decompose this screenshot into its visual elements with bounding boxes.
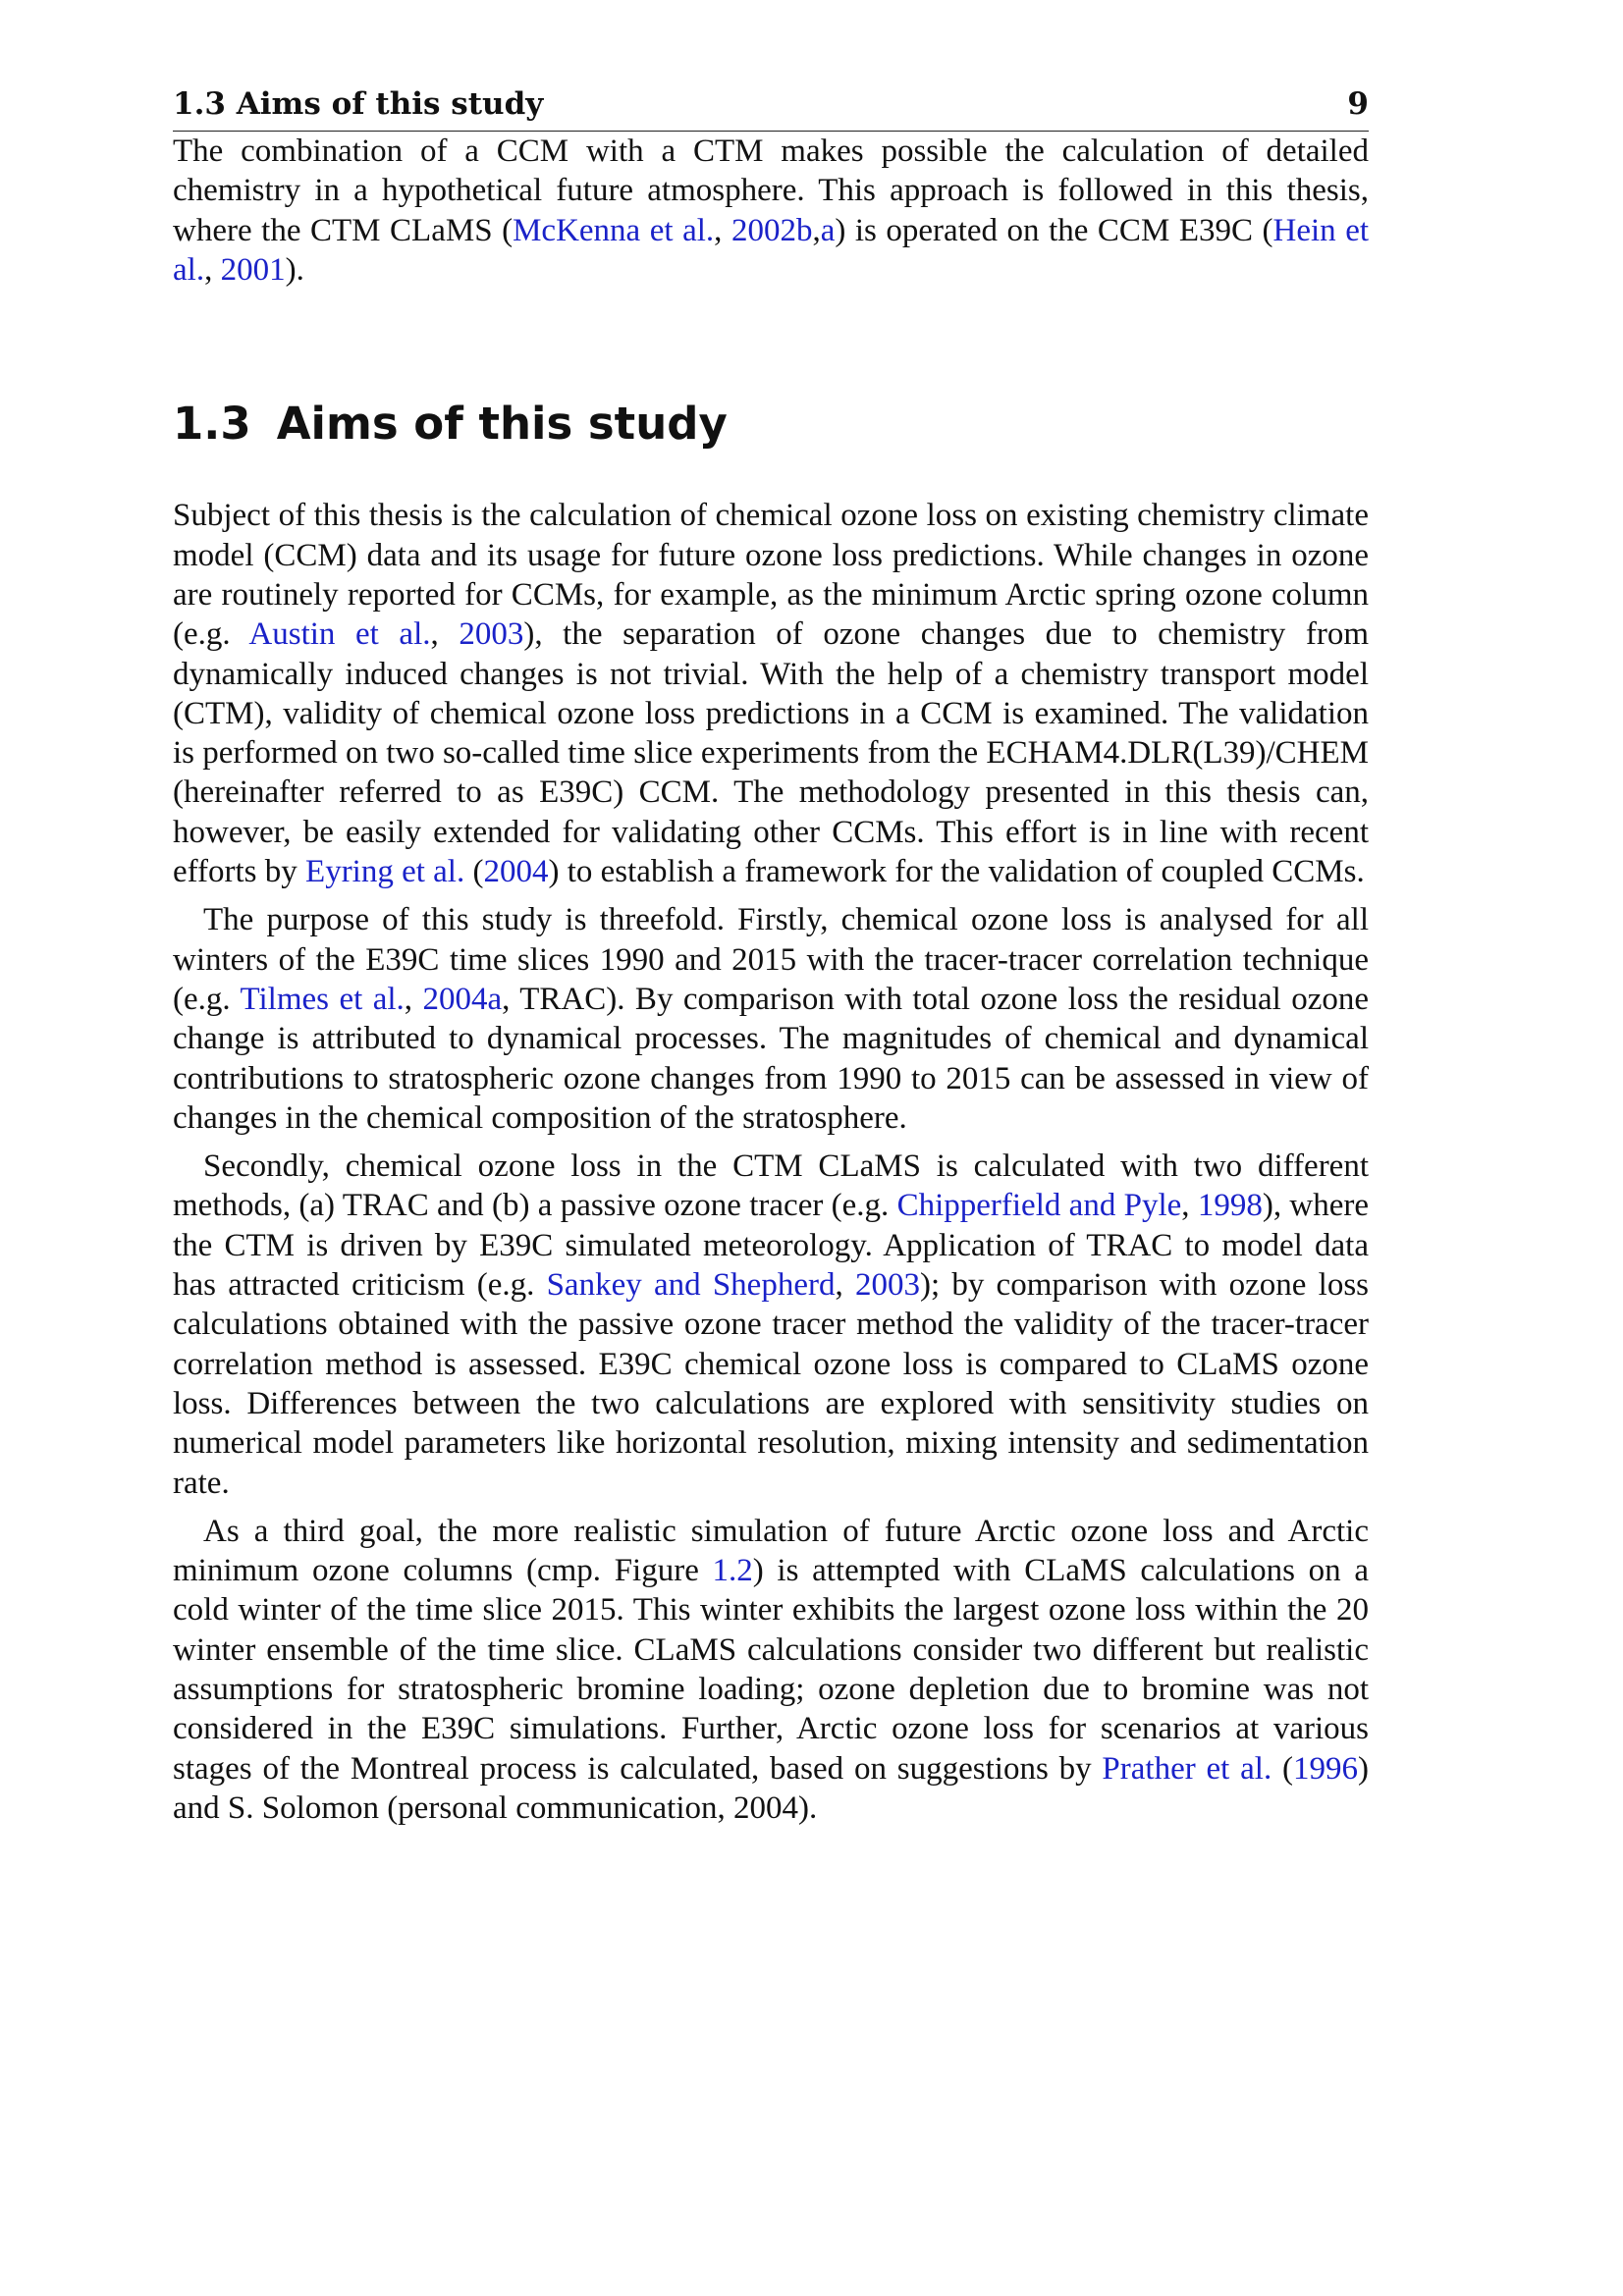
citation-year-link[interactable]: 2003 <box>854 1267 920 1304</box>
text-run: , <box>204 252 221 289</box>
text-run: , <box>430 616 460 653</box>
text-run: , <box>714 212 731 248</box>
text-run: , <box>812 212 821 248</box>
citation-year-link[interactable]: 1998 <box>1197 1188 1263 1224</box>
text-run: ), where the CTM is driven by E39C simulated meteorology. Application of TRAC to model data has attracted criticism (e.g. <box>173 1188 1370 1304</box>
page-number: 9 <box>1347 86 1369 122</box>
text-run: ) to establish a framework for the validation of coupled CCMs. <box>548 854 1365 890</box>
citation-link[interactable]: Eyring et al. <box>305 854 465 890</box>
section-number: 1.3 <box>173 398 251 451</box>
body-text <box>173 132 1369 1828</box>
citation-year-link[interactable]: 2001 <box>220 252 286 289</box>
page <box>173 86 1369 1828</box>
citation-link[interactable]: Sankey and Shepherd <box>546 1267 836 1304</box>
running-title: 1.3 Aims of this study <box>173 86 544 122</box>
paragraph-secondly <box>173 1147 1369 1503</box>
citation-link[interactable]: Prather et al. <box>1102 1750 1272 1787</box>
text-run: ) is operated on the CCM E39C ( <box>835 212 1273 248</box>
citation-year-link[interactable]: 2004a <box>422 981 503 1017</box>
text-run: ) is attempted with CLaMS calculations on a cold winter of the time slice 2015. This winter exhibits the largest ozone loss within the 20 winter ensemble of the time slice. CLaMS calculations consider two different but realistic assumptions for stratospheric bromine loading; ozone depletion due to bromine was not considered in the E39C simulations. Further, Arctic ozone loss for scenarios at various stages of the Montreal process is calculated, based on suggestions by <box>173 1553 1369 1787</box>
paragraph-third-goal <box>173 1512 1369 1828</box>
text-run: ). <box>285 252 304 289</box>
citation-link[interactable]: Tilmes et al. <box>240 981 405 1017</box>
citation-year-link[interactable]: a <box>820 212 836 248</box>
paragraph-subject <box>173 496 1369 891</box>
text-run: ( <box>464 854 484 890</box>
text-run: As a third goal, the more realistic simulation of future Arctic ozone loss and Arctic minimum ozone columns (cmp. Figure <box>173 1513 1369 1589</box>
text-run: The purpose of this study is threefold. Firstly, chemical ozone loss is analysed for all winters of the E39C time slices 1990 and 2015 with the tracer-tracer correlation technique (e.g. <box>173 902 1369 1017</box>
text-run: Secondly, chemical ozone loss in the CTM CLaMS is calculated with two different methods, (a) TRAC and (b) a passive ozone tracer (e.g. <box>173 1148 1369 1224</box>
citation-year-link[interactable]: 1996 <box>1293 1750 1358 1787</box>
intro-paragraph <box>173 132 1369 290</box>
text-run: , <box>835 1267 855 1304</box>
citation-year-link[interactable]: 2004 <box>483 854 549 890</box>
citation-year-link[interactable]: 2003 <box>459 616 524 653</box>
text-run: ) and S. Solomon (personal communication, 2004). <box>173 1750 1369 1826</box>
section-title: Aims of this study <box>276 398 728 451</box>
text-run: The combination of a CCM with a CTM makes possible the calculation of detailed chemistry in a hypothetical future atmosphere. This approach is followed in this thesis, where the CTM CLaMS ( <box>173 133 1369 248</box>
figure-reference-link[interactable]: 1.2 <box>712 1553 753 1589</box>
text-run: Subject of this thesis is the calculation of chemical ozone loss on existing chemistry climate model (CCM) data and its usage for future ozone loss predictions. While changes in ozone are routinely reported for CCMs, for example, as the minimum Arctic spring ozone column (e.g. <box>173 498 1369 653</box>
text-run: , TRAC). By comparison with total ozone loss the residual ozone change is attributed to dynamical processes. The magnitudes of chemical and dynamical contributions to stratospheric ozone changes from 1990 to 2015 can be assessed in view of changes in the chemical composition of the stratosphere. <box>173 981 1370 1136</box>
text-run: , <box>1181 1188 1198 1224</box>
running-header <box>173 86 1369 132</box>
text-run: ( <box>1271 1750 1293 1787</box>
citation-link[interactable]: McKenna et al. <box>513 212 715 248</box>
text-run: , <box>404 981 423 1017</box>
text-run: ), the separation of ozone changes due to chemistry from dynamically induced changes is not trivial. With the help of a chemistry transport model (CTM), validity of chemical ozone loss predictions in a CCM is examined. The validation is performed on two so-called time slice experiments from the ECHAM4.DLR(L39)/CHEM (hereinafter referred to as E39C) CCM. The methodology presented in this thesis can, however, be easily extended for validating other CCMs. This effort is in line with recent efforts by <box>173 616 1369 890</box>
paragraph-purpose <box>173 900 1369 1138</box>
section-heading <box>173 398 1369 451</box>
citation-link[interactable]: Austin et al. <box>248 616 431 653</box>
text-run: ); by comparison with ozone loss calculations obtained with the passive ozone tracer method the validity of the tracer-tracer correlation method is assessed. E39C chemical ozone loss is compared to CLaMS ozone loss. Differences between the two calculations are explored with sensitivity studies on numerical model parameters like horizontal resolution, mixing intensity and sedimentation rate. <box>173 1267 1370 1501</box>
citation-link[interactable]: Hein et al. <box>173 212 1370 289</box>
citation-year-link[interactable]: 2002b <box>730 212 813 248</box>
citation-link[interactable]: Chipperfield and Pyle <box>896 1188 1182 1224</box>
